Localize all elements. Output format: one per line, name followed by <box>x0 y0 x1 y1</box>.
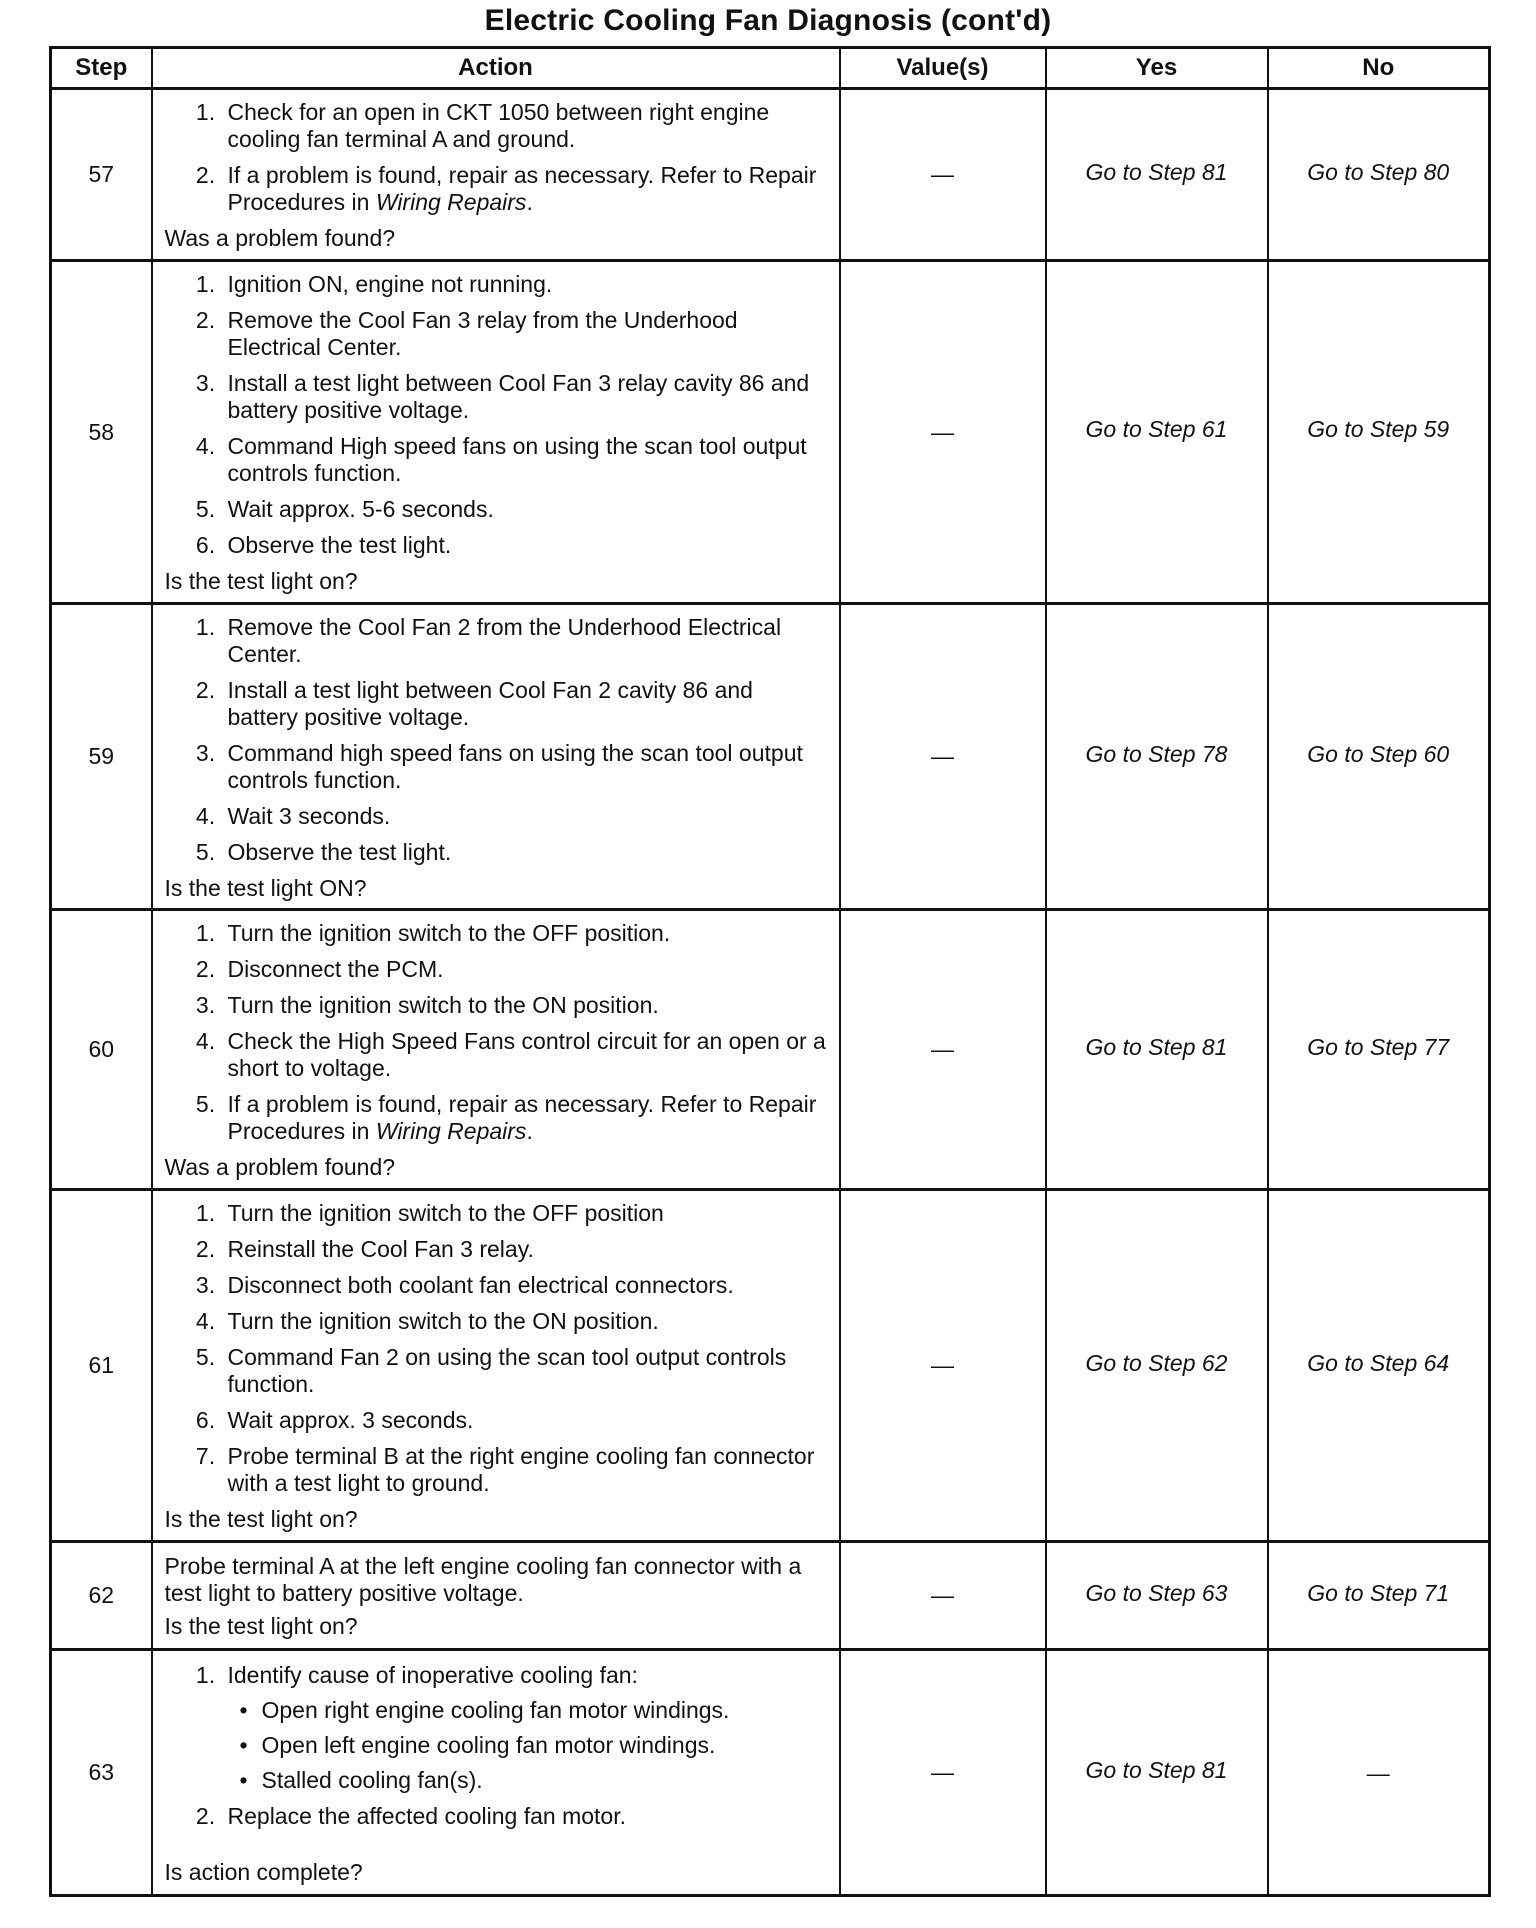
value-cell: — <box>840 1190 1046 1542</box>
no-link: Go to Step 71 <box>1268 1542 1490 1650</box>
action-cell <box>152 910 840 1190</box>
action-question: Is the test light on? <box>164 568 358 594</box>
action-step: 3. Disconnect both coolant fan electrical connectors. <box>222 1272 829 1299</box>
action-steps <box>165 1662 829 1830</box>
action-cell <box>152 1542 840 1650</box>
action-cell <box>152 261 840 604</box>
action-step: 7. Probe terminal B at the right engine cooling fan connector with a test light to ground. <box>222 1443 829 1497</box>
action-step: 5. Wait approx. 5-6 seconds. <box>222 496 829 523</box>
diagnosis-table <box>49 46 1491 1897</box>
action-step: 5. Command Fan 2 on using the scan tool output controls function. <box>222 1344 829 1398</box>
action-step: 1. Ignition ON, engine not running. <box>222 271 829 298</box>
action-step <box>222 1662 829 1794</box>
table-row <box>51 1190 1490 1542</box>
value-cell: — <box>840 1542 1046 1650</box>
no-link: Go to Step 80 <box>1268 89 1490 261</box>
action-question: Is the test light on? <box>164 1613 358 1639</box>
cause-item: • Stalled cooling fan(s). <box>262 1767 829 1794</box>
no-link: Go to Step 60 <box>1268 604 1490 910</box>
header-action: Action <box>152 48 840 89</box>
action-step: 1. Remove the Cool Fan 2 from the Underhood Electrical Center. <box>222 614 829 668</box>
step-number: 59 <box>51 604 152 910</box>
action-step: 1. Turn the ignition switch to the OFF position <box>222 1200 829 1227</box>
action-steps <box>165 1200 829 1497</box>
action-step-text: Identify cause of inoperative cooling fan: <box>227 1661 638 1688</box>
yes-link: Go to Step 81 <box>1046 1650 1268 1896</box>
cause-item: • Open left engine cooling fan motor windings. <box>262 1732 829 1759</box>
table-row <box>51 604 1490 910</box>
table-row <box>51 910 1490 1190</box>
yes-link: Go to Step 81 <box>1046 89 1268 261</box>
action-cell <box>152 89 840 261</box>
action-question: Is the test light ON? <box>164 874 367 901</box>
action-cell <box>152 1650 840 1896</box>
header-step: Step <box>51 48 152 89</box>
action-question: Is action complete? <box>164 1858 363 1885</box>
action-step: 4. Wait 3 seconds. <box>222 803 829 830</box>
value-cell: — <box>840 89 1046 261</box>
cause-list <box>228 1697 829 1794</box>
value-cell: — <box>840 1650 1046 1896</box>
page-title: Electric Cooling Fan Diagnosis (cont'd) <box>484 4 1052 37</box>
yes-link: Go to Step 78 <box>1046 604 1268 910</box>
value-cell: — <box>840 604 1046 910</box>
action-steps <box>165 99 829 216</box>
action-steps <box>165 271 829 559</box>
no-link: — <box>1268 1650 1490 1896</box>
action-question: Was a problem found? <box>164 1154 396 1180</box>
no-link: Go to Step 59 <box>1268 261 1490 604</box>
action-steps <box>165 920 829 1145</box>
table-row <box>51 1650 1490 1896</box>
action-step: 2. If a problem is found, repair as necessary. Refer to Repair Procedures in Wiring Repairs. <box>222 162 829 216</box>
value-cell: — <box>840 910 1046 1190</box>
action-step: 6. Observe the test light. <box>222 532 829 559</box>
action-cell <box>152 1190 840 1542</box>
header-no: No <box>1268 48 1490 89</box>
action-step: 4. Turn the ignition switch to the ON position. <box>222 1308 829 1335</box>
step-number: 58 <box>51 261 152 604</box>
action-step: 5. Observe the test light. <box>222 839 829 866</box>
action-step: 2. Install a test light between Cool Fan 2 cavity 86 and battery positive voltage. <box>222 677 829 731</box>
action-step: 2. Replace the affected cooling fan motor. <box>222 1803 829 1830</box>
action-step: 5. If a problem is found, repair as necessary. Refer to Repair Procedures in Wiring Repairs. <box>222 1091 829 1145</box>
action-steps <box>165 614 829 866</box>
step-number: 57 <box>51 89 152 261</box>
step-number: 63 <box>51 1650 152 1896</box>
action-question: Was a problem found? <box>164 225 396 251</box>
action-step: 3. Turn the ignition switch to the ON position. <box>222 992 829 1019</box>
action-step: 4. Command High speed fans on using the scan tool output controls function. <box>222 433 829 487</box>
step-number: 60 <box>51 910 152 1190</box>
table-row <box>51 1542 1490 1650</box>
action-text: Probe terminal A at the left engine cooling fan connector with a test light to battery positive voltage. <box>164 1553 802 1606</box>
no-link: Go to Step 64 <box>1268 1190 1490 1542</box>
action-question: Is the test light on? <box>164 1506 358 1532</box>
action-step: 1. Check for an open in CKT 1050 between right engine cooling fan terminal A and ground. <box>222 99 829 153</box>
value-cell: — <box>840 261 1046 604</box>
action-step: 2. Reinstall the Cool Fan 3 relay. <box>222 1236 829 1263</box>
header-values: Value(s) <box>840 48 1046 89</box>
header-row <box>51 48 1490 89</box>
yes-link: Go to Step 63 <box>1046 1542 1268 1650</box>
action-step: 4. Check the High Speed Fans control circuit for an open or a short to voltage. <box>222 1028 829 1082</box>
step-number: 61 <box>51 1190 152 1542</box>
yes-link: Go to Step 81 <box>1046 910 1268 1190</box>
no-link: Go to Step 77 <box>1268 910 1490 1190</box>
table-row <box>51 261 1490 604</box>
yes-link: Go to Step 62 <box>1046 1190 1268 1542</box>
action-cell <box>152 604 840 910</box>
step-number: 62 <box>51 1542 152 1650</box>
table-row <box>51 89 1490 261</box>
header-yes: Yes <box>1046 48 1268 89</box>
action-step: 2. Remove the Cool Fan 3 relay from the Underhood Electrical Center. <box>222 307 829 361</box>
action-step: 3. Install a test light between Cool Fan 3 relay cavity 86 and battery positive voltage. <box>222 370 829 424</box>
action-step: 1. Turn the ignition switch to the OFF position. <box>222 920 829 947</box>
action-step: 6. Wait approx. 3 seconds. <box>222 1407 829 1434</box>
action-step: 2. Disconnect the PCM. <box>222 956 829 983</box>
yes-link: Go to Step 61 <box>1046 261 1268 604</box>
cause-item: • Open right engine cooling fan motor windings. <box>262 1697 829 1724</box>
action-step: 3. Command high speed fans on using the scan tool output controls function. <box>222 740 829 794</box>
